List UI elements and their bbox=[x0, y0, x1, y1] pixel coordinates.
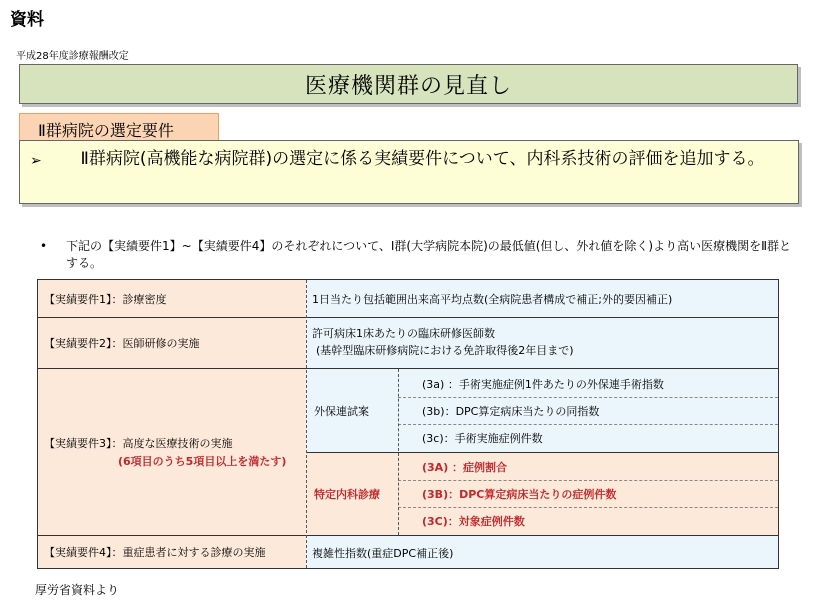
group2-name-cell bbox=[306, 452, 398, 535]
req1-label-cell bbox=[38, 280, 306, 317]
req3-note: (6項目のうち5項目以上を満たす) bbox=[118, 455, 287, 468]
req1-detail-cell bbox=[306, 280, 778, 317]
group2-item-3C: (3C)：対象症例件数 bbox=[422, 515, 525, 528]
group1-items bbox=[398, 369, 778, 452]
page-title: 医療機関群の見直し bbox=[19, 64, 798, 104]
summary-box bbox=[19, 140, 799, 204]
req4-label-cell bbox=[38, 536, 306, 568]
revision-label: 平成28年度診療報酬改定 bbox=[16, 51, 129, 62]
group2-item-3B: (3B)：DPC算定病床当たりの症例件数 bbox=[422, 488, 617, 501]
req3-label-cell bbox=[38, 369, 306, 535]
bullet-text: 下記の【実績要件1】~【実績要件4】のそれぞれについて、Ⅰ群(大学病院本院)の最低値(但し、外れ値を除く)より高い医療機関をⅡ群とする。 bbox=[66, 239, 792, 270]
footer-source: 厚労省資料より bbox=[35, 583, 120, 597]
req4-detail-cell bbox=[306, 536, 778, 568]
req2-detail-line2: (基幹型臨床研修病院における免許取得後2年目まで) bbox=[316, 344, 574, 357]
item-divider bbox=[398, 424, 778, 425]
req1-label: 【実績要件1】：診療密度 bbox=[44, 292, 167, 306]
group-divider bbox=[306, 452, 778, 453]
req2-detail-line1: 許可病床1床あたりの臨床研修医師数 bbox=[312, 327, 495, 340]
group1-item-3a: (3a) ：手術実施症例1件あたりの外保連手術指数 bbox=[422, 378, 664, 391]
req2-label-cell bbox=[38, 318, 306, 368]
group1-item-3c: (3c)：手術実施症例件数 bbox=[422, 432, 543, 445]
req3-label: 【実績要件3】：高度な医療技術の実施 bbox=[44, 437, 233, 450]
section-tab: Ⅱ群病院の選定要件 bbox=[19, 113, 219, 141]
req2-detail-cell bbox=[306, 318, 778, 368]
item-divider bbox=[398, 397, 778, 398]
req4-detail: 複雑性指数(重症DPC補正後) bbox=[312, 547, 454, 560]
req2-label: 【実績要件2】：医師研修の実施 bbox=[44, 337, 200, 350]
item-divider bbox=[398, 480, 778, 481]
group2-item-3A: (3A) ：症例割合 bbox=[422, 461, 508, 474]
column-divider bbox=[306, 280, 307, 568]
bullet-dot-icon: • bbox=[40, 239, 48, 253]
req1-detail: 1日当たり包括範囲出来高平均点数(全病院患者構成で補正;外的要因補正) bbox=[312, 293, 673, 306]
req4-label: 【実績要件4】：重症患者に対する診療の実施 bbox=[44, 546, 266, 559]
group1-name: 外保連試案 bbox=[314, 404, 369, 418]
arrow-bullet-icon: ➢ bbox=[30, 153, 42, 169]
group2-items bbox=[398, 452, 778, 535]
group1-item-3b: (3b)：DPC算定病床当たりの同指数 bbox=[422, 405, 600, 418]
item-divider bbox=[398, 507, 778, 508]
summary-text: Ⅱ群病院(高機能な病院群)の選定に係る実績要件について、内科系技術の評価を追加する。 bbox=[80, 149, 765, 169]
document-label: 資料 bbox=[10, 10, 44, 30]
group1-name-cell bbox=[306, 369, 398, 452]
group-column-divider bbox=[398, 369, 399, 535]
group2-name: 特定内科診療 bbox=[314, 487, 380, 501]
criteria-table bbox=[37, 279, 779, 569]
